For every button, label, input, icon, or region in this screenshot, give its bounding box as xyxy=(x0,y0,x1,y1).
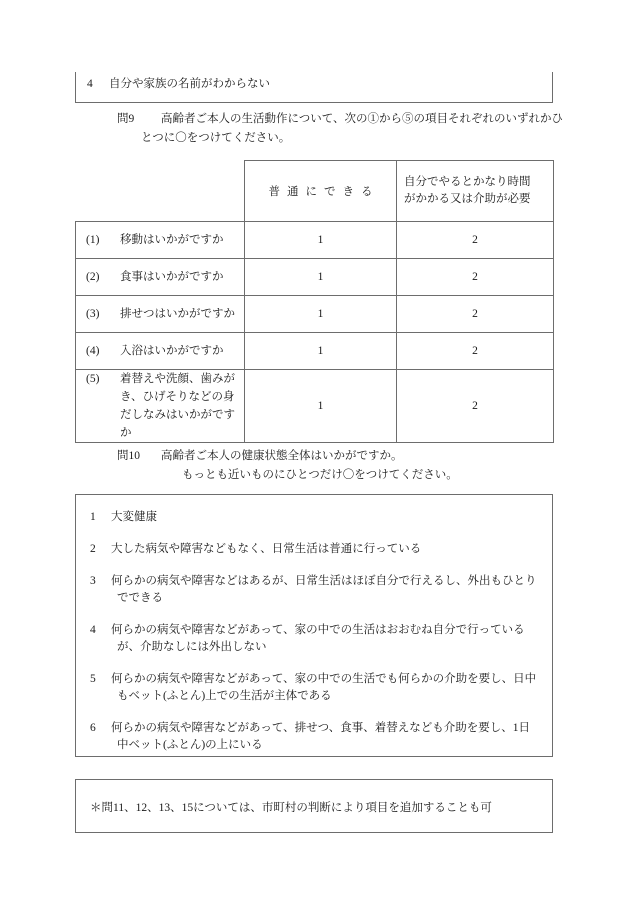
adl-row-4-option-1[interactable]: 1 xyxy=(245,333,397,370)
health-choice-4-text xyxy=(111,622,538,656)
adl-row-4-index: (4) xyxy=(86,345,100,357)
adl-row-3-index: (3) xyxy=(86,308,100,320)
question-9-text-line-1: 高齢者ご本人の生活動作について、次の①から⑤の項目それぞれのいずれかひ xyxy=(161,113,564,125)
health-choice-3-line-2: でできる xyxy=(117,592,163,604)
adl-row-5-index: (5) xyxy=(86,373,100,385)
adl-row-5-label-content xyxy=(76,370,244,442)
health-choice-5-line-2: もベット(ふとん)上での生活が主体である xyxy=(117,690,332,702)
question-9-line-1 xyxy=(117,110,564,129)
adl-row-4-label-content xyxy=(76,342,244,360)
table-row xyxy=(76,222,554,259)
adl-row-3-option-1[interactable]: 1 xyxy=(245,296,397,333)
health-choice-5-number: 5 xyxy=(90,673,96,685)
list-item[interactable] xyxy=(90,622,538,656)
adl-row-1-label xyxy=(76,222,245,259)
question-10-label: 問10 xyxy=(117,450,140,462)
adl-header-option-2-line-2: がかかる又は介助が必要 xyxy=(404,193,531,205)
question-10-prompt xyxy=(117,447,547,485)
health-choice-5-text xyxy=(111,671,538,705)
adl-header-option-2 xyxy=(397,161,554,222)
adl-row-2-label xyxy=(76,259,245,296)
question-9-label: 問9 xyxy=(117,113,135,125)
adl-row-5-option-2[interactable]: 2 xyxy=(397,370,554,443)
continued-option-box xyxy=(75,72,553,103)
list-item[interactable] xyxy=(90,541,538,558)
adl-row-5-text-line-3: しなみはいかがですか xyxy=(120,409,235,439)
health-choice-3-text xyxy=(111,573,538,607)
adl-row-1-option-2[interactable]: 2 xyxy=(397,222,554,259)
adl-row-2-label-content xyxy=(76,268,244,286)
adl-row-1-index: (1) xyxy=(86,234,100,246)
list-item[interactable] xyxy=(90,671,538,705)
adl-question-table xyxy=(75,160,554,443)
question-10-line-1 xyxy=(117,447,547,466)
continued-option-text: 自分や家族の名前がわからない xyxy=(109,78,270,90)
adl-row-1-text: 移動はいかがですか xyxy=(120,234,224,246)
continued-option-row xyxy=(87,75,270,91)
adl-row-5-text-line-2: き、ひげそりなどの身だ xyxy=(120,391,235,421)
health-choice-3-line-1: 何らかの病気や障害などはあるが、日常生活はほぼ自分で行えるし、外出もひとり xyxy=(111,575,537,587)
health-status-choice-box xyxy=(75,494,553,757)
adl-row-2-option-1[interactable]: 1 xyxy=(245,259,397,296)
table-row xyxy=(76,333,554,370)
health-choice-4-number: 4 xyxy=(90,624,96,636)
health-choice-2-line-1: 大した病気や障害などもなく、日常生活は普通に行っている xyxy=(111,543,422,555)
adl-row-2-index: (2) xyxy=(86,271,100,283)
question-10-text-line-1: 高齢者ご本人の健康状態全体はいかがですか。 xyxy=(161,450,403,462)
adl-row-5-label xyxy=(76,370,245,443)
health-choice-1-line-1: 大変健康 xyxy=(111,511,157,523)
health-choice-4-line-1: 何らかの病気や障害などがあって、家の中での生活はおおむね自分で行っている xyxy=(111,624,525,636)
adl-row-1-label-content xyxy=(76,231,244,249)
health-choice-4-line-2: が、介助なしには外出しない xyxy=(117,641,267,653)
adl-header-option-1-label: 普通にできる xyxy=(268,186,380,198)
adl-row-1-option-1[interactable]: 1 xyxy=(245,222,397,259)
adl-header-option-2-line-1: 自分でやるとかなり時間 xyxy=(404,176,531,188)
question-9-prompt xyxy=(117,110,564,148)
adl-row-5-text xyxy=(120,370,236,442)
health-choice-6-number: 6 xyxy=(90,722,96,734)
footnote-text: ＊問11、12、13、15については、市町村の判断により項目を追加することも可 xyxy=(90,802,492,814)
adl-header-blank xyxy=(76,161,245,222)
adl-row-2-option-2[interactable]: 2 xyxy=(397,259,554,296)
table-row xyxy=(76,296,554,333)
adl-table-body xyxy=(76,222,554,443)
health-choice-2-number: 2 xyxy=(90,543,96,555)
table-row xyxy=(76,259,554,296)
health-choice-6-line-2: 中ベット(ふとん)の上にいる xyxy=(117,739,263,751)
health-choice-1-text xyxy=(111,509,538,526)
table-row xyxy=(76,370,554,443)
adl-row-3-label xyxy=(76,296,245,333)
adl-row-3-text: 排せつはいかがですか xyxy=(120,308,235,320)
health-choice-3-number: 3 xyxy=(90,575,96,587)
adl-row-3-option-2[interactable]: 2 xyxy=(397,296,554,333)
list-item[interactable] xyxy=(90,720,538,754)
health-choice-2-text xyxy=(111,541,538,558)
list-item[interactable] xyxy=(90,509,538,526)
health-choice-6-line-1: 何らかの病気や障害などがあって、排せつ、食事、着替えなども介助を要し、1日 xyxy=(111,722,530,734)
health-choice-5-line-1: 何らかの病気や障害などがあって、家の中での生活でも何らかの介助を要し、日中 xyxy=(111,673,537,685)
adl-row-5-option-1[interactable]: 1 xyxy=(245,370,397,443)
adl-table-header xyxy=(76,161,554,222)
question-9-line-2: とつに〇をつけてください。 xyxy=(141,132,291,144)
adl-row-3-label-content xyxy=(76,305,244,323)
adl-row-4-option-2[interactable]: 2 xyxy=(397,333,554,370)
adl-row-4-label xyxy=(76,333,245,370)
adl-header-option-1 xyxy=(245,161,397,222)
adl-table-header-row xyxy=(76,161,554,222)
health-choice-6-text xyxy=(111,720,538,754)
adl-row-5-text-line-1: 着替えや洗顔、歯みが xyxy=(120,373,235,385)
health-choice-1-number: 1 xyxy=(90,511,96,523)
footnote-box xyxy=(75,779,553,833)
adl-row-2-text: 食事はいかがですか xyxy=(120,271,224,283)
continued-option-number: 4 xyxy=(87,78,93,90)
adl-row-4-text: 入浴はいかがですか xyxy=(120,345,224,357)
question-10-line-2: もっとも近いものにひとつだけ〇をつけてください。 xyxy=(182,469,458,481)
list-item[interactable] xyxy=(90,573,538,607)
